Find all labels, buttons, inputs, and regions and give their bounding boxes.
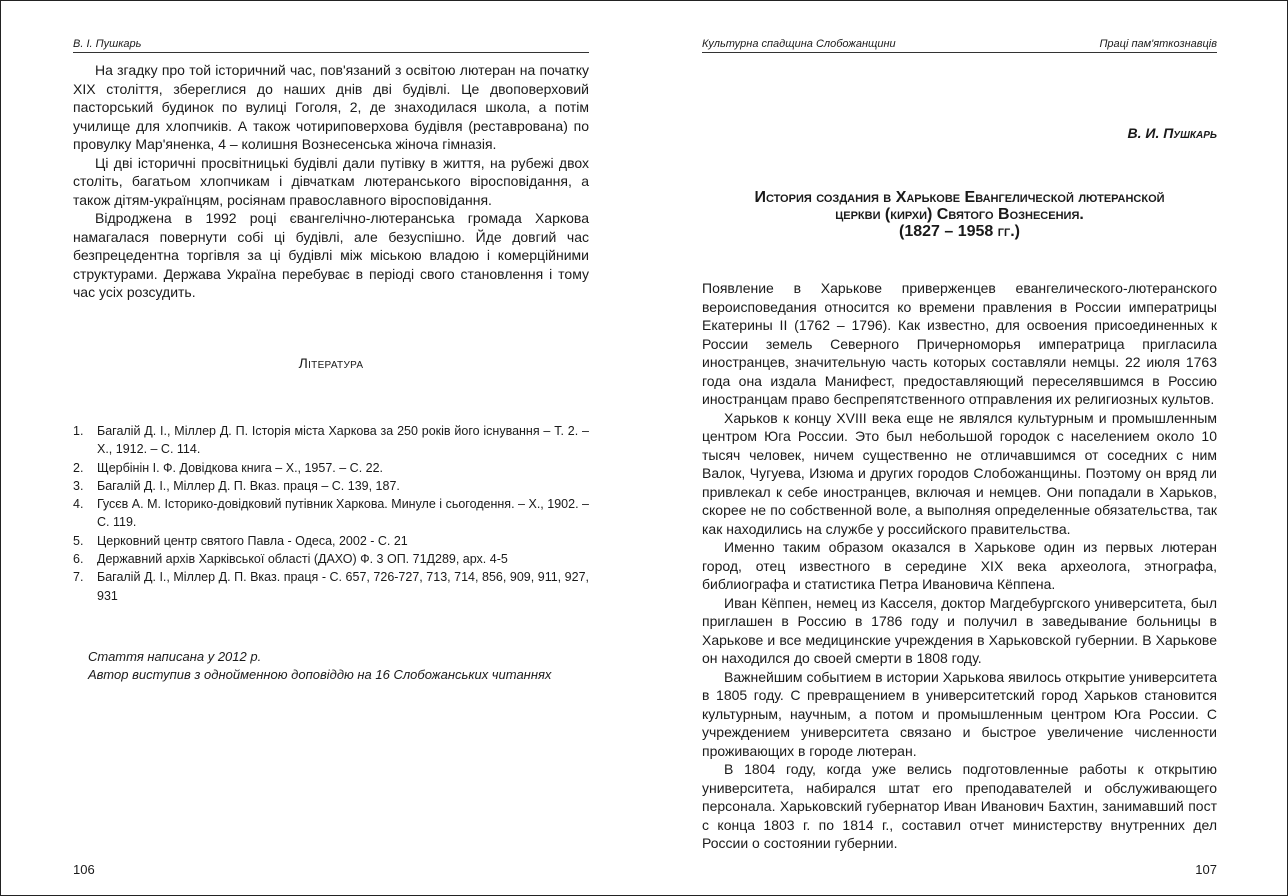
reference-number: 1. <box>73 424 84 438</box>
reference-text: Гусєв А. М. Історико-довідковий путівник Харкова. Минуле і сьогодення. – Х., 1902. – С. 119. <box>97 497 589 530</box>
reference-number: 6. <box>73 552 84 567</box>
right-body-text <box>702 279 1217 853</box>
article-title <box>702 189 1217 240</box>
left-running-head-author: В. І. Пушкарь <box>73 38 142 50</box>
reference-item <box>73 477 589 495</box>
page-number-left: 106 <box>73 862 95 877</box>
reference-item <box>73 550 589 568</box>
reference-item <box>73 422 589 459</box>
note-line: Автор виступив з однойменною доповіддю на 16 Слобожанських читаннях <box>88 667 552 682</box>
reference-item <box>73 495 589 532</box>
reference-text: Церковний центр святого Павла - Одеса, 2002 - С. 21 <box>97 533 408 548</box>
paragraph: На згадку про той історичний час, пов'язаний з освітою лютеран на початку ХІХ століття, збереглися до наших днів дві будівлі. Це двоповерховий пасторський будинок по вулиці Гоголя, 2, де знаходилася школа, а потім училище для хлопчиків. А також чотириповерхова будівля (реставрована) по провулку Мар'яненка, 4 – колишня Вознесенська жіноча гімназія. <box>73 62 589 152</box>
reference-item <box>73 532 589 550</box>
paragraph: Ці дві історичні просвітницькі будівлі дали путівку в життя, на рубежі двох століть, багатьом хлопчикам і дівчаткам лютеранського віросповідання, а також дітям-українцям, росіянам православного віросповідання. <box>73 154 589 208</box>
paragraph: Харьков к концу XVIII века еще не являлся культурным и промышленным центром Юга России. Это был небольшой городок с населением около 10 тысяч человек, ничем существенно не отличавшимся от соседних с ним Валок, Чугуева, Изюма и других городов Слобожанщины. Поэтому он вряд ли привлекал к себе иностранцев, включая и немцев. Они попадали в Харьков, скорее не по собственной воле, а выполняя определенные обязательства, так как находились на службе у российского правительства. <box>702 409 1217 537</box>
paragraph: Появление в Харькове приверженцев евангелического-лютеранского вероисповедания относится ко времени правления в России императрицы Екатерины II (1762 – 1796). Как известно, для освоения присоединенных к России земель Северного Причерноморья императрица пригласила иностранцев, значительную часть которых составляли немцы. 22 июля 1763 года она издала Манифест, предоставляющий переселявшимся в Россию иностранцам право беспрепятственного отправления их религиозных культов. <box>702 280 1217 407</box>
reference-number: 3. <box>73 478 84 493</box>
right-page <box>702 1 1217 895</box>
reference-text: Державний архів Харківської області (ДАХО) Ф. 3 ОП. 71Д289, арх. 4-5 <box>97 552 508 567</box>
paragraph: Важнейшим событием в истории Харькова явилось открытие университета в 1805 году. С превращением в университетский город Харьков становится культурным, научным, а потом и промышленным центром Юга России. С учреждением университета связано и быстрое увеличение численности проживающих в городе лютеран. <box>702 668 1217 759</box>
literature-heading: Література <box>298 355 364 371</box>
reference-item <box>73 459 589 477</box>
reference-number: 7. <box>73 570 84 585</box>
title-line: церкви (кирхи) Святого Вознесения. <box>835 206 1084 223</box>
reference-number: 2. <box>73 460 84 475</box>
page-number-right: 107 <box>1195 862 1217 877</box>
paragraph: Відроджена в 1992 році євангелічно-лютеранська громада Харкова намагалася повернути собі ці будівлі, але безуспішно. Йде довгий час безпрецедентна торгівля за ці будівлі між міською владою і комерційними структурами. Держава Україна перебуває в періоді свого становлення і тому час усіх розсудить. <box>73 210 589 300</box>
article-author: В. И. Пушкарь <box>1127 125 1217 141</box>
paragraph: В 1804 году, когда уже велись подготовленные работы к открытию университета, набирался штат его преподавателей и обслуживающего персонала. Харьковский губернатор Иван Иванович Бахтин, занимавший пост с конца 1803 г. по 1814 г., составил отчет министерству внутренних дел России о состоянии губернии. <box>702 761 1217 851</box>
reference-text: Багалій Д. І., Міллер Д. П. Вказ. праця – С. 139, 187. <box>97 478 400 493</box>
left-body-text <box>73 61 589 302</box>
title-line: История создания в Харькове Евангелической лютеранской <box>754 189 1165 206</box>
left-running-head <box>73 37 589 53</box>
reference-number: 4. <box>73 497 84 512</box>
paragraph: Именно таким образом оказался в Харькове один из первых лютеран город, отец известного в середине XIX века археолога, этнографа, библиографа и статистика Петра Ивановича Кёппена. <box>702 539 1217 592</box>
reference-item <box>73 568 589 605</box>
reference-list <box>73 422 589 605</box>
reference-text: Багалій Д. І., Міллер Д. П. Вказ. праця - С. 657, 726-727, 713, 714, 856, 909, 911, 927, 931 <box>97 570 589 603</box>
reference-text: Багалій Д. І., Міллер Д. П. Історія міста Харкова за 250 років його існування – Т. 2. – Х., 1912. – С. 114. <box>97 424 589 457</box>
running-head-section: Праці пам'яткознавців <box>1099 38 1217 50</box>
reference-text: Щербінін І. Ф. Довідкова книга – Х., 1957. – С. 22. <box>97 460 384 475</box>
note-line: Стаття написана у 2012 р. <box>88 649 262 664</box>
right-running-head <box>702 37 1217 53</box>
reference-number: 5. <box>73 533 84 548</box>
article-note <box>88 648 589 684</box>
paragraph: Иван Кёппен, немец из Касселя, доктор Магдебургского университета, был приглашен в Россию в 1786 году и получил в заведывание больницы в Харькове и все медицинские учреждения в Харьковской губернии. В Харькове он находился до своей смерти в 1808 году. <box>702 594 1217 666</box>
title-line: (1827 – 1958 гг.) <box>899 223 1020 240</box>
left-page <box>73 1 589 895</box>
running-head-collection: Культурна спадщина Слобожанщини <box>702 38 896 50</box>
